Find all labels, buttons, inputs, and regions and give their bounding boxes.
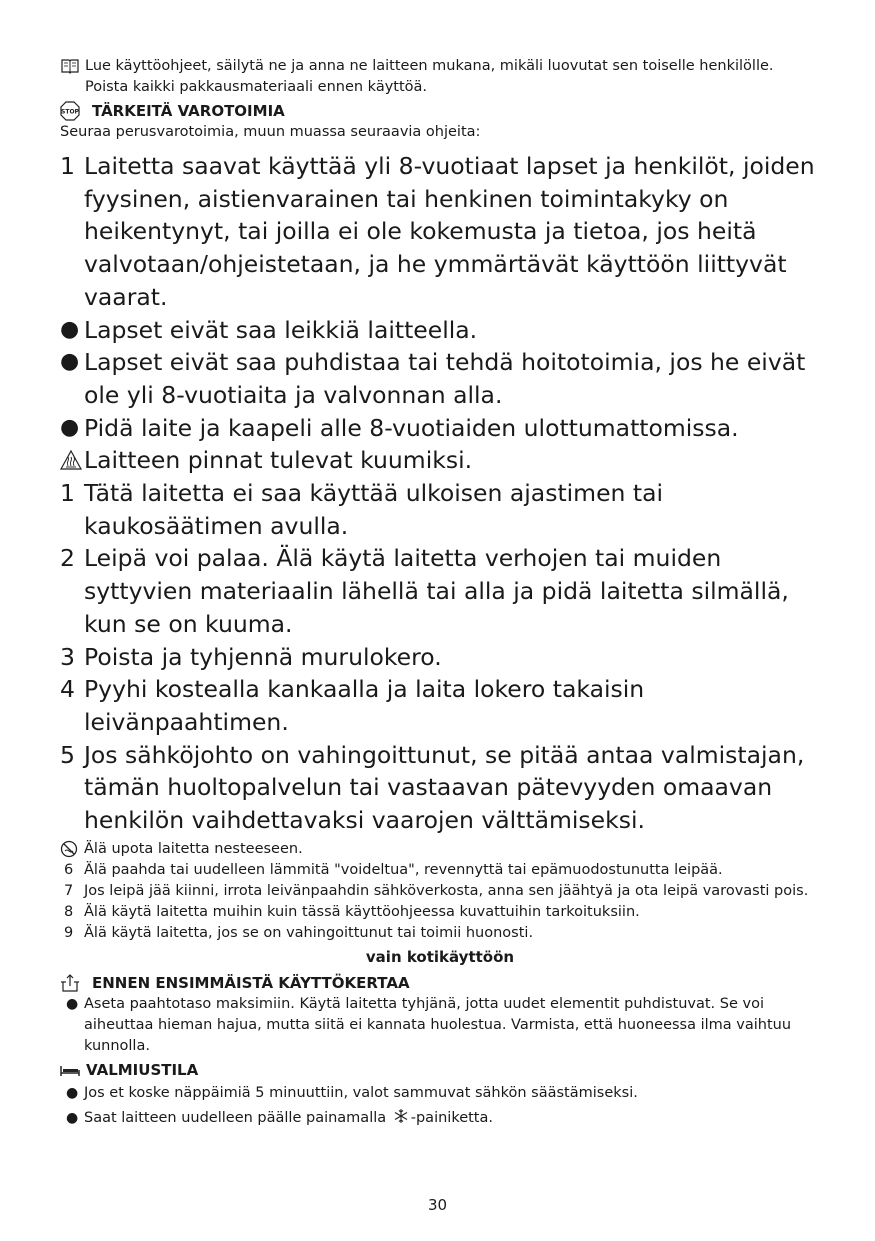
- item-text: Pidä laite ja kaapeli alle 8-vuotiaiden ulottumattomissa.: [84, 413, 739, 442]
- bullet-marker: ●: [66, 1084, 79, 1101]
- item-text: Älä upota laitetta nesteeseen.: [84, 840, 303, 857]
- first-use-list: [60, 994, 820, 1057]
- item-text: Jos leipä jää kiinni, irrota leivänpaahdin sähköverkosta, anna sen jäähtyä ja ota leipä varovasti pois.: [84, 882, 809, 899]
- manual-page: [60, 56, 820, 1129]
- warning-item-small: [60, 839, 820, 860]
- warning-heading: STOP TÄRKEITÄ VAROTOIMIA: [61, 102, 285, 120]
- unpack-icon: [60, 973, 80, 993]
- item-text: Jos sähköjohto on vahingoittunut, se pitää antaa valmistajan, tämän huoltopalvelun tai vastaavan pätevyyden omaavan henkilön vaihdettavaksi vaarojen välttämiseksi.: [84, 740, 805, 835]
- book-icon: [60, 56, 80, 76]
- bullet-marker: ●: [66, 1109, 79, 1126]
- item-text: Lapset eivät saa puhdistaa tai tehdä hoitotoimia, jos he eivät ole yli 8-vuotiaita ja valvonnan alla.: [84, 348, 806, 409]
- warning-item: [60, 346, 820, 411]
- household-only-label: vain kotikäyttöön: [365, 947, 515, 966]
- bullet-marker: ●: [60, 414, 80, 440]
- item-text: Lapset eivät saa leikkiä laitteella.: [84, 315, 478, 344]
- warning-subtitle: Seuraa perusvarotoimia, muun muassa seuraavia ohjeita:: [60, 124, 481, 140]
- warning-item: [60, 314, 820, 347]
- item-text: [84, 1083, 638, 1104]
- warning-item: [60, 412, 820, 445]
- standby-item: [60, 1083, 820, 1104]
- standby-bed-icon: [60, 1060, 80, 1080]
- bullet-marker: ●: [66, 995, 79, 1012]
- hot-surface-icon: [60, 444, 84, 476]
- standby-item: [60, 1108, 820, 1129]
- item-text: Tätä laitetta ei saa käyttää ulkoisen ajastimen tai kaukosäätimen avulla.: [84, 479, 664, 540]
- item-text: Laitetta saavat käyttää yli 8-vuotiaat lapset ja henkilöt, joiden fyysinen, aistienvarainen tai henkinen toimintakyky on heikentynyt, tai joilla ei ole kokemusta ja tietoa, jos heitä valvotaan/ohjeistetaan, ja he ymmärtävät käyttöön liittyvät vaarat.: [84, 152, 815, 311]
- snowflake-icon: [393, 1108, 409, 1124]
- item-number: 7: [64, 882, 74, 899]
- item-text-content: Saat laitteen uudelleen päälle painamalla: [84, 1109, 387, 1126]
- button-suffix: -painiketta.: [410, 1109, 493, 1126]
- item-text: Älä paahda tai uudelleen lämmitä "voideltua", revennyttä tai epämuodostunutta leipää.: [84, 861, 723, 878]
- warning-item-small: [60, 902, 820, 923]
- item-text: Pyyhi kostealla kankaalla ja laita lokero takaisin leivänpaahtimen.: [84, 675, 645, 736]
- warning-item-small: [60, 881, 820, 902]
- item-number: 4: [60, 675, 75, 704]
- svg-text:STOP: STOP: [61, 108, 79, 116]
- item-text: Poista ja tyhjennä murulokero.: [84, 642, 442, 671]
- warning-item: [60, 641, 820, 674]
- warning-item-small: [60, 923, 820, 944]
- item-text: Leipä voi palaa. Älä käytä laitetta verhojen tai muiden syttyvien materiaalin lähellä tai alla ja pidä laitetta silmällä, kun se on kuuma.: [84, 544, 789, 638]
- intro-paragraph: [60, 56, 820, 98]
- item-text: Älä käytä laitetta, jos se on vahingoittunut tai toimii huonosti.: [84, 924, 534, 941]
- stop-icon: [60, 101, 80, 121]
- item-number: 1: [60, 479, 75, 508]
- item-text: Aseta paahtotaso maksimiin. Käytä laitetta tyhjänä, jotta uudet elementit puhdistuvat. Se voi aiheuttaa hieman hajua, mutta siitä ei kannata huolestua. Varmista, että huoneessa ilma vaihtuu kunnolla.: [84, 995, 792, 1054]
- warning-item-small: [60, 860, 820, 881]
- warning-item: [60, 444, 820, 477]
- first-use-heading: ENNEN ENSIMMÄISTÄ KÄYTTÖKERTAA: [60, 972, 820, 994]
- warning-item: [60, 542, 820, 640]
- warning-item: [60, 477, 820, 542]
- warning-item: [60, 739, 820, 837]
- small-warning-list: [60, 839, 820, 944]
- first-use-item: [60, 994, 820, 1057]
- standby-heading: VALMIUSTILA: [60, 1059, 820, 1081]
- item-number: 8: [64, 903, 74, 920]
- item-number: 9: [64, 924, 74, 941]
- item-number: 1: [60, 152, 75, 180]
- warning-item: [60, 673, 820, 738]
- item-text: Älä käytä laitetta muihin kuin tässä käyttöohjeessa kuvattuihin tarkoituksiin.: [84, 903, 640, 920]
- item-text-content: Jos et koske näppäimiä 5 minuuttiin, valot sammuvat sähkön säästämiseksi.: [84, 1084, 638, 1101]
- item-number: 2: [60, 544, 75, 573]
- big-warning-list: [60, 150, 820, 837]
- item-number: 5: [60, 740, 75, 769]
- item-text: [84, 1108, 493, 1129]
- no-immerse-icon: [60, 839, 84, 860]
- standby-list: [60, 1083, 820, 1129]
- intro-text: Lue käyttöohjeet, säilytä ne ja anna ne laitteen mukana, mikäli luovutat sen toiselle henkilölle. Poista kaikki pakkausmateriaali ennen käyttöä.: [85, 58, 774, 95]
- bullet-marker: ●: [60, 316, 80, 342]
- item-text: Laitteen pinnat tulevat kuumiksi.: [84, 446, 473, 475]
- item-number: 6: [64, 861, 74, 878]
- item-number: 3: [60, 642, 75, 671]
- warning-item: [60, 150, 820, 314]
- bullet-marker: ●: [60, 349, 80, 375]
- page-number: 30: [427, 1196, 448, 1214]
